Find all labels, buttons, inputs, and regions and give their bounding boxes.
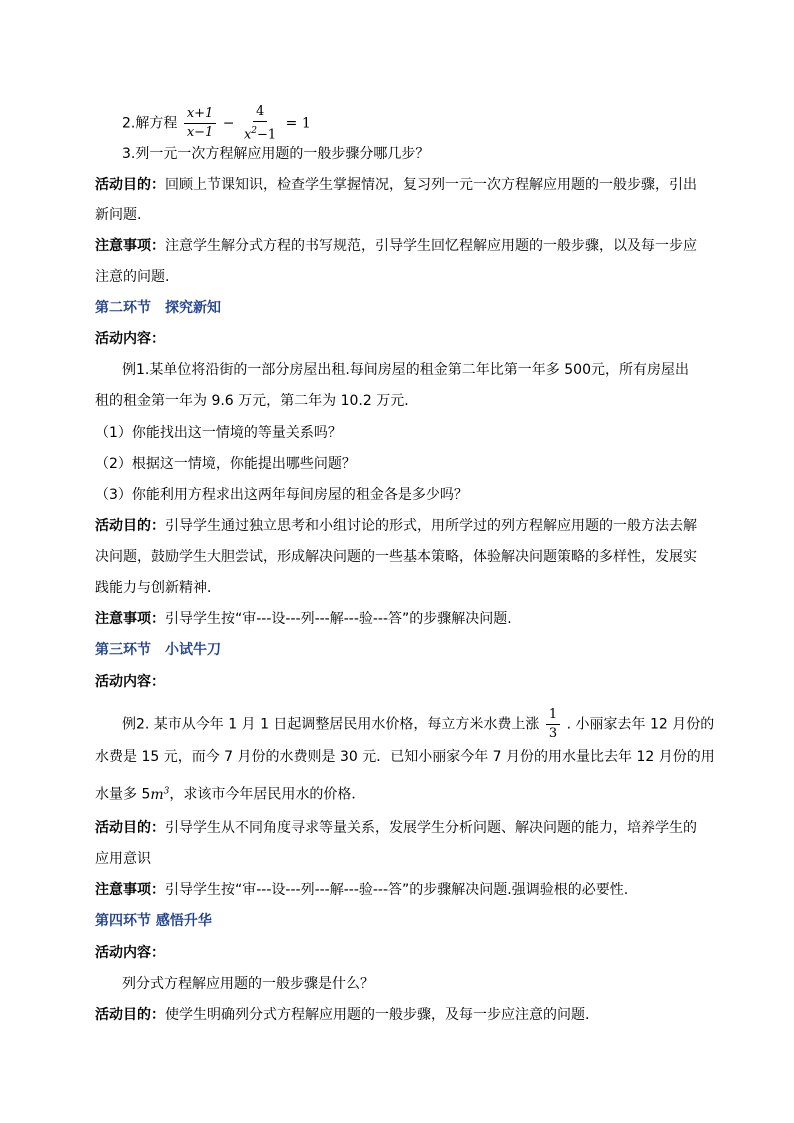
- question-3: （3）你能利用方程求出这两年每间房屋的租金各是多少吗？: [95, 487, 468, 503]
- s1-goal-line2: 新问题.: [95, 207, 142, 223]
- s1-note-label: 注意事项：: [95, 238, 165, 254]
- unit-cubic-meter: [150, 787, 169, 803]
- example-1-line2: 租的租金第一年为 9.6 万元，第二年为 10.2 万元.: [95, 393, 409, 409]
- fraction-2-numerator: 4: [253, 104, 267, 122]
- s1-goal-label: 活动目的：: [95, 177, 165, 193]
- s2-note-line1: [95, 609, 512, 629]
- equation-prefix: 2.解方程: [122, 115, 178, 132]
- example-2-line1-b: . 小丽家去年 12 月份的: [566, 716, 715, 733]
- s3-goal-label: 活动目的：: [95, 820, 165, 836]
- fraction-2-den-rest: −1: [257, 127, 277, 143]
- s3-goal-line2: 应用意识: [95, 851, 151, 867]
- s3-note-text1: 引导学生按“审---设---列---解---验---答”的步骤解决问题.强调验根的必要性.: [165, 882, 629, 898]
- s2-note-label: 注意事项：: [95, 611, 165, 627]
- s3-note-line1: [95, 880, 628, 900]
- unit-symbol: m: [150, 786, 164, 803]
- item-3: 3.列一元一次方程解应用题的一般步骤分哪几步？: [122, 146, 430, 162]
- question-1: （1）你能找出这一情境的等量关系吗？: [95, 425, 342, 441]
- section-4-title: 第四环节 感悟升华: [95, 913, 212, 929]
- example-2-fraction-denominator: 3: [548, 726, 558, 741]
- s3-goal-text1: 引导学生从不同角度寻求等量关系，发展学生分析问题、解决问题的能力，培养学生的: [165, 820, 697, 836]
- s2-goal-line1: [95, 516, 697, 536]
- example-1-line1: 例1.某单位将沿街的一部分房屋出租.每间房屋的租金第二年比第一年多 500元，所有房屋出: [122, 362, 689, 378]
- fraction-2-den-base: x: [243, 127, 252, 143]
- question-2: （2）根据这一情境，你能提出哪些问题？: [95, 456, 356, 472]
- s1-note-line1: [95, 236, 697, 256]
- s2-goal-text1: 引导学生通过独立思考和小组讨论的形式，用所学过的列方程解应用题的一般方法去解: [165, 518, 697, 534]
- s4-goal-line1: [95, 1005, 589, 1025]
- section-2-title: 第二环节 探究新知: [95, 300, 221, 316]
- s1-goal-text1: 回顾上节课知识，检查学生掌握情况，复习列一元一次方程解应用题的一般步骤，引出: [165, 177, 697, 193]
- example-2-line2: 水费是 15 元，而今 7 月份的水费则是 30 元．已知小丽家今年 7 月份的用水量比去年 12 月份的用: [95, 749, 715, 765]
- section-3-title: 第三环节 小试牛刀: [95, 642, 221, 658]
- s2-goal-line3: 践能力与创新精神．: [95, 580, 221, 596]
- example-2-line3: [95, 781, 365, 805]
- section-3-content-label: 活动内容：: [95, 674, 165, 690]
- equation-line: [122, 104, 311, 143]
- s2-goal-line2: 决问题，鼓励学生大胆尝试，形成解决问题的一些基本策略，体验解决问题策略的多样性，发展实: [95, 549, 697, 565]
- fraction-2: [241, 104, 279, 143]
- s3-goal-line1: [95, 818, 697, 838]
- minus-sign: −: [222, 115, 235, 132]
- example-2-line3-a: 水量多 5: [95, 786, 151, 803]
- s4-goal-label: 活动目的：: [95, 1007, 165, 1023]
- s2-goal-label: 活动目的：: [95, 518, 165, 534]
- s1-note-line2: 注意的问题.: [95, 269, 170, 285]
- example-2-fraction-numerator: 1: [546, 707, 560, 725]
- example-2-fraction: [546, 707, 560, 742]
- section-2-content-label: 活动内容：: [95, 331, 165, 347]
- s4-goal-text1: 使学生明确列分式方程解应用题的一般步骤，及每一步应注意的问题.: [165, 1007, 590, 1023]
- s1-note-text1: 注意学生解分式方程的书写规范，引导学生回忆程解应用题的一般步骤，以及每一步应: [165, 238, 697, 254]
- fraction-2-denominator: [241, 122, 279, 143]
- s1-goal-line1: [95, 175, 697, 195]
- equals-sign: = 1: [285, 115, 311, 132]
- section-4-content-line: 列分式方程解应用题的一般步骤是什么？: [122, 976, 374, 992]
- example-2-line3-b: ，求该市今年居民用水的价格．: [169, 786, 366, 803]
- s3-note-label: 注意事项：: [95, 882, 165, 898]
- example-2-line1-a: 例2. 某市从今年 1 月 1 日起调整居民用水价格，每立方米水费上涨: [122, 716, 540, 733]
- s2-note-text1: 引导学生按“审---设---列---解---验---答”的步骤解决问题.: [165, 611, 512, 627]
- example-2-line1: [122, 707, 714, 742]
- fraction-1-numerator: x+1: [184, 106, 217, 124]
- fraction-1: [184, 106, 217, 141]
- fraction-1-denominator: x−1: [186, 125, 214, 141]
- section-4-content-label: 活动内容：: [95, 945, 165, 961]
- fraction-2-den-exponent: 2: [251, 126, 258, 136]
- unit-exponent: 3: [163, 786, 170, 796]
